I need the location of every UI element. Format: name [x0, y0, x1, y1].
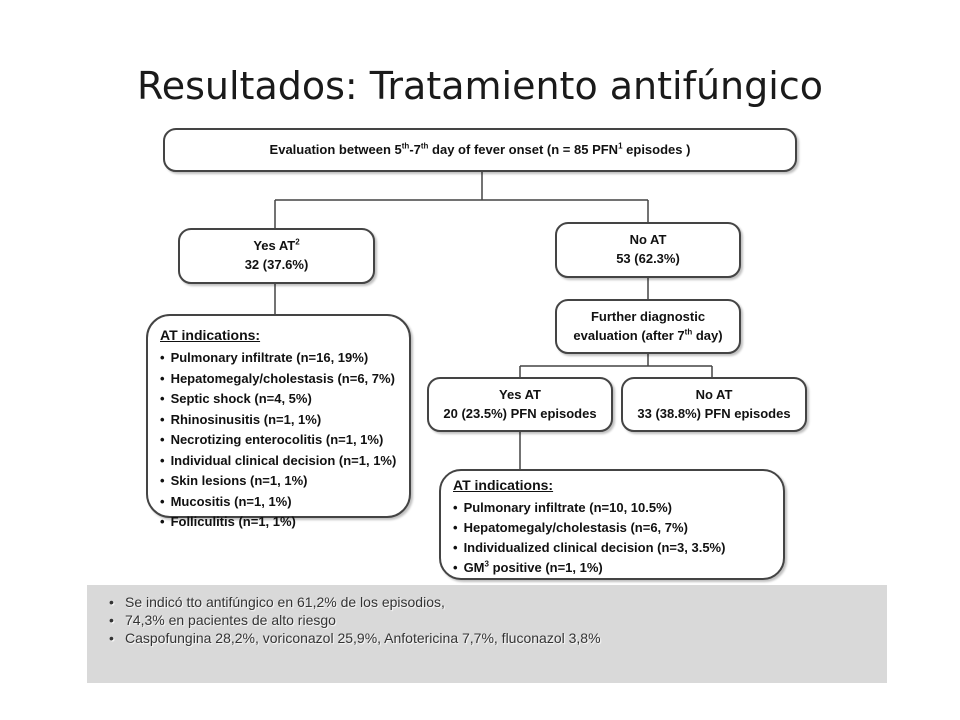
indication-item: • Septic shock (n=4, 5%) [160, 389, 399, 410]
yes-at-box: Yes $AT^2$ 32 (37.6%) [178, 228, 375, 284]
note-item: • 74,3% en pacientes de alto riesgo [97, 611, 877, 629]
no-at2-box: No AT 33 (38.8%) PFN episodes [621, 377, 807, 432]
indication-item: • Hepatomegaly/cholestasis (n=6, 7%) [160, 369, 399, 390]
indication-item-gm: • $GM^3$ positive (n=1, 1%) [453, 558, 773, 578]
slide-title: Resultados: Tratamiento antifúngico [137, 64, 823, 108]
top-evaluation-box [163, 128, 797, 172]
note-item: • Se indicó tto antifúngico en 61,2% de los episodios, [97, 593, 877, 611]
indication-item: • Hepatomegaly/cholestasis (n=6, 7%) [453, 518, 773, 538]
at-indications-right-list [453, 498, 773, 577]
top-evaluation-text: Evaluation between 5th-7th day of fever onset (n = 85 PFN$^1$ episodes ) [269, 141, 691, 157]
no-at-box: No AT 53 (62.3%) [555, 222, 741, 278]
at-indications-right-box: AT indications: • Pulmonary infiltrate (n=10, 10.5%) • Hepatomegaly/cholestasis (n=6, 7%) • Individualized clinical decision (n=3, 3.5%) • $GM^3$ positive (n=1, 1%) [439, 469, 785, 580]
at-indications-left-box: AT indications: • Pulmonary infiltrate (n=16, 19%) • Hepatomegaly/cholestasis (n=6, 7%) • Septic shock (n=4, 5%) • Rhinosinusitis (n=1, 1%) • Necrotizing enterocolitis (n=1, 1%) • Individual clinical decision (n=1, 1%) • Skin lesions (n=1, 1%) • Mucositis (n=1, 1%) • Folliculitis (n=1, 1%) [146, 314, 411, 518]
indication-item: • Pulmonary infiltrate (n=16, 19%) [160, 348, 399, 369]
note-item: • Caspofungina 28,2%, voriconazol 25,9%, Anfotericina 7,7%, fluconazol 3,8% [97, 629, 877, 647]
notes-panel [87, 585, 887, 683]
indication-item: • Pulmonary infiltrate (n=10, 10.5%) [453, 498, 773, 518]
indication-item: • Necrotizing enterocolitis (n=1, 1%) [160, 430, 399, 451]
indication-item: • Folliculitis (n=1, 1%) [160, 512, 399, 533]
yes-at2-box: Yes AT 20 (23.5%) PFN episodes [427, 377, 613, 432]
at-indications-left-list [160, 348, 399, 533]
indication-item: • Individualized clinical decision (n=3, 3.5%) [453, 538, 773, 558]
further-evaluation-box: Further diagnostic evaluation (after 7th day) [555, 299, 741, 354]
notes-list [97, 593, 877, 648]
indication-item: • Skin lesions (n=1, 1%) [160, 471, 399, 492]
indication-item: • Mucositis (n=1, 1%) [160, 492, 399, 513]
indication-item: • Rhinosinusitis (n=1, 1%) [160, 410, 399, 431]
indication-item: • Individual clinical decision (n=1, 1%) [160, 451, 399, 472]
